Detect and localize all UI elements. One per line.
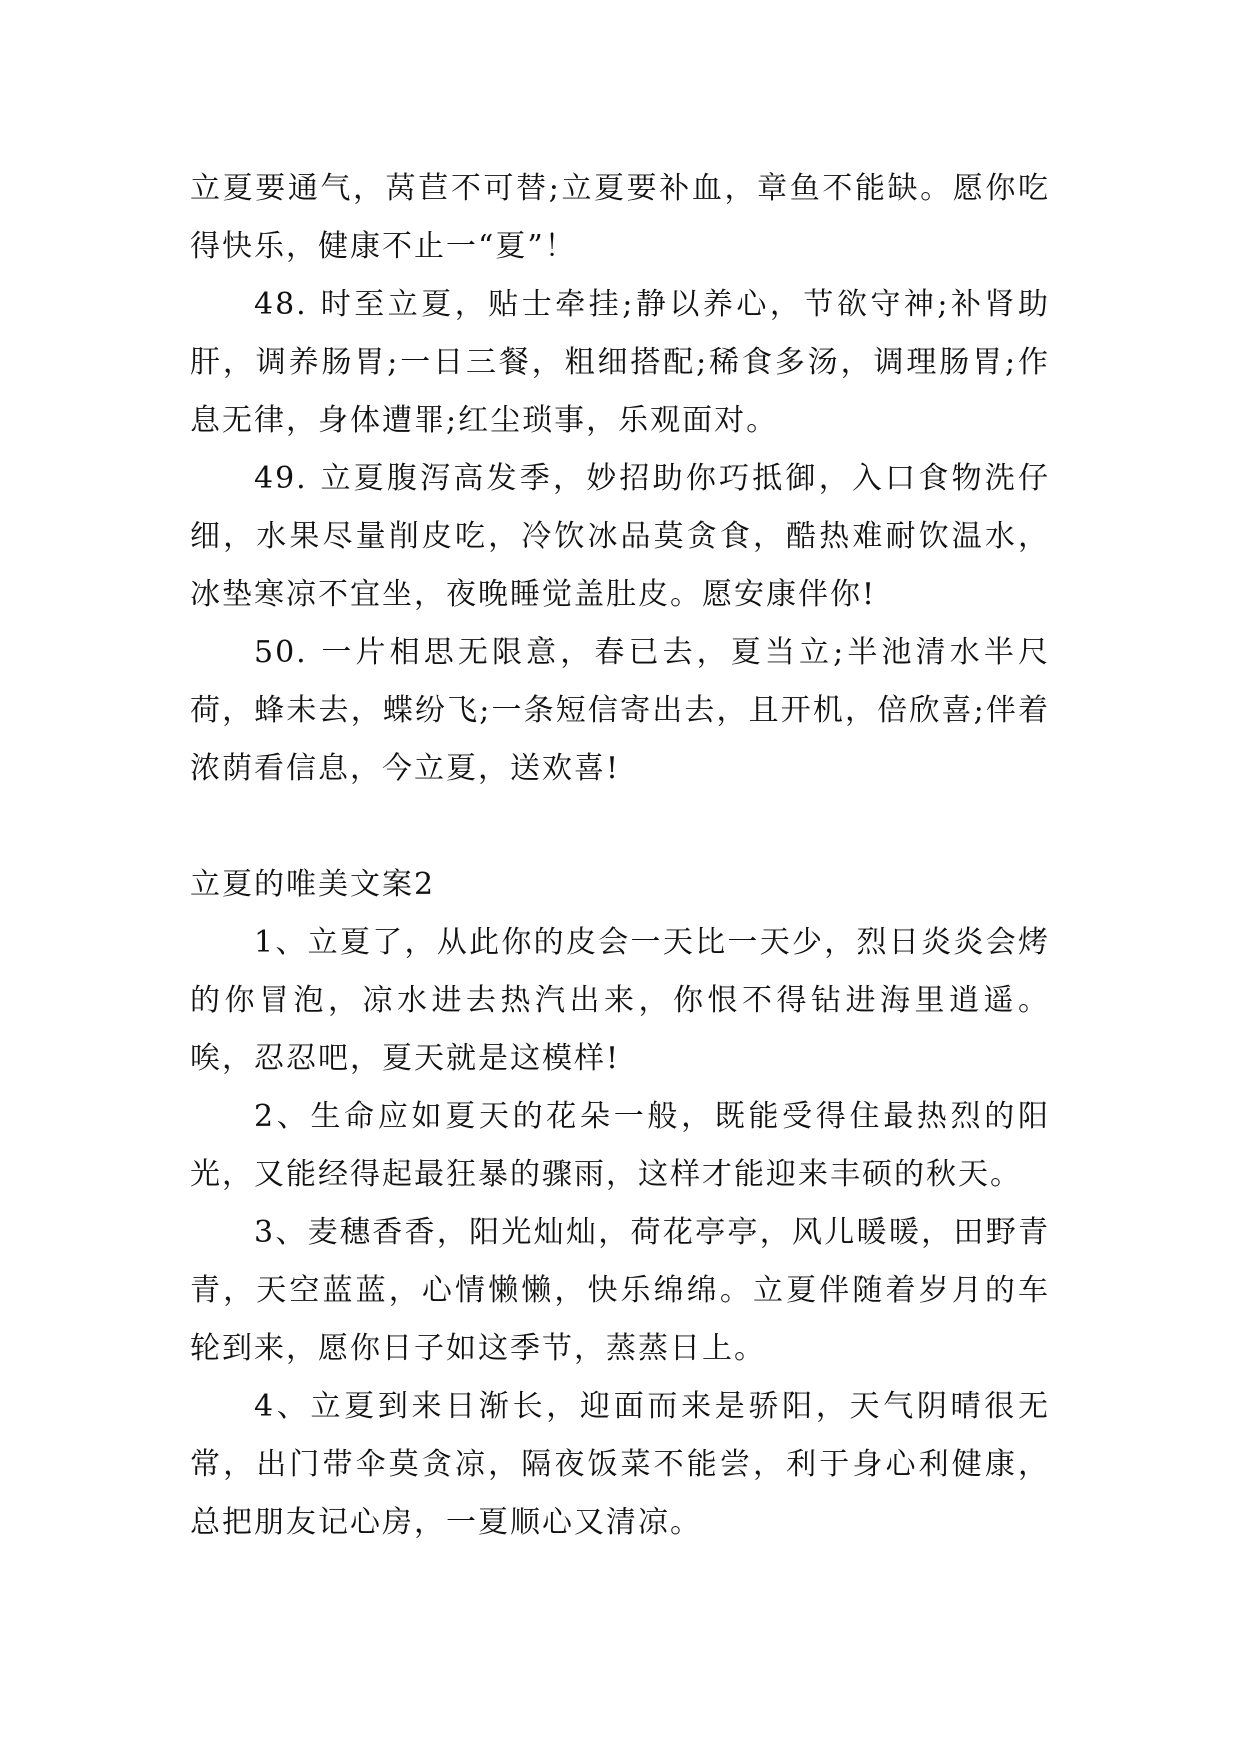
document-body: [190, 160, 1050, 1552]
paragraph-item-2: 2、生命应如夏天的花朵一般，既能受得住最热烈的阳光，又能经得起最狂暴的骤雨，这样才能迎来丰硕的秋天。: [190, 1099, 1050, 1192]
paragraph-item-49: 49. 立夏腹泻高发季，妙招助你巧抵御，入口食物洗仔细，水果尽量削皮吃，冷饮冰品莫贪食，酷热难耐饮温水，冰垫寒凉不宜坐，夜晚睡觉盖肚皮。愿安康伴你!: [190, 461, 1050, 612]
paragraph-intro: 立夏要通气，莴苣不可替;立夏要补血，章鱼不能缺。愿你吃得快乐，健康不止一“夏”！: [190, 171, 1050, 264]
paragraph-item-1: 1、立夏了，从此你的皮会一天比一天少，烈日炎炎会烤的你冒泡，凉水进去热汽出来，你恨不得钻进海里逍遥。唉，忍忍吧，夏天就是这模样!: [190, 925, 1050, 1076]
paragraph-item-50: 50. 一片相思无限意，春已去，夏当立;半池清水半尺荷，蜂未去，蝶纷飞;一条短信寄出去，且开机，倍欣喜;伴着浓荫看信息，今立夏，送欢喜!: [190, 635, 1050, 786]
paragraph-item-3: 3、麦穗香香，阳光灿灿，荷花亭亭，风儿暖暖，田野青青，天空蓝蓝，心情懒懒，快乐绵绵。立夏伴随着岁月的车轮到来，愿你日子如这季节，蒸蒸日上。: [190, 1215, 1050, 1366]
paragraph-item-4: 4、立夏到来日渐长，迎面而来是骄阳，天气阴晴很无常，出门带伞莫贪凉，隔夜饭菜不能尝，利于身心利健康，总把朋友记心房，一夏顺心又清凉。: [190, 1389, 1050, 1540]
section-heading: 立夏的唯美文案2: [190, 867, 436, 902]
paragraph-item-48: 48. 时至立夏，贴士牵挂;静以养心，节欲守神;补肾助肝，调养肠胃;一日三餐，粗细搭配;稀食多汤，调理肠胃;作息无律，身体遭罪;红尘琐事，乐观面对。: [190, 287, 1050, 438]
